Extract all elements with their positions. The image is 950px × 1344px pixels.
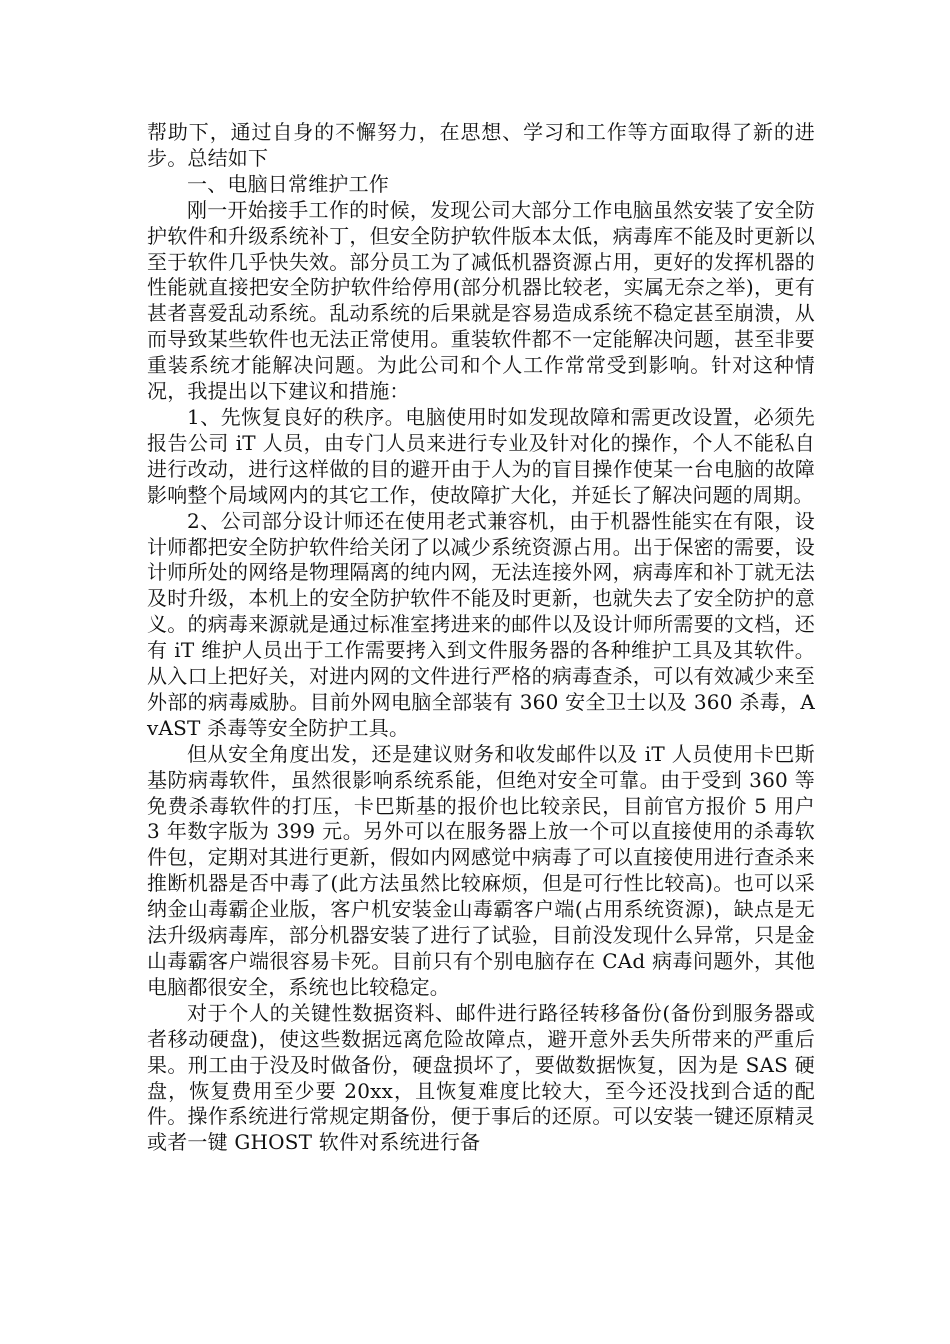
paragraph-measure-1-order: 1、先恢复良好的秩序。电脑使用时如发现故障和需更改设置，必须先报告公司 iT 人员，由专门人员来进行专业及针对化的操作，个人不能私自进行改动，进行这样做的目的避开由于人为的盲目操作使某一台电脑的故障影响整个局域网内的其它工作，使故障扩大化，并延长了解决问题的周期。	[147, 404, 815, 507]
paragraph-measure-2-designers: 2、公司部分设计师还在使用老式兼容机，由于机器性能实在有限，设计师都把安全防护软件给关闭了以减少系统资源占用。出于保密的需要，设计师所处的网络是物理隔离的纯内网，无法连接外网，病毒库和补丁就无法及时升级，本机上的安全防护软件不能及时更新，也就失去了安全防护的意义。的病毒来源就是通过标准室拷进来的邮件以及设计师所需要的文档，还有 iT 维护人员出于工作需要拷入到文件服务器的各种维护工具及其软件。从入口上把好关，对进内网的文件进行严格的病毒查杀，可以有效减少来至外部的病毒威胁。目前外网电脑全部装有 360 安全卫士以及 360 杀毒，AvAST 杀毒等安全防护工具。	[147, 508, 815, 740]
section-heading-computer-maintenance: 一、电脑日常维护工作	[187, 171, 389, 196]
paragraph-intro-continuation: 帮助下，通过自身的不懈努力，在思想、学习和工作等方面取得了新的进步。总结如下	[147, 120, 815, 170]
document-body	[147, 120, 815, 1156]
paragraph-data-backup: 对于个人的关键性数据资料、邮件进行路径转移备份(备份到服务器或者移动硬盘)，使这些数据远离危险故障点，避开意外丢失所带来的严重后果。刑工由于没及时做备份，硬盘损坏了，要做数据恢复，因为是 SAS 硬盘，恢复费用至少要 20xx，且恢复难度比较大，至今还没找到合适的配件。操作系统进行常规定期备份，便于事后的还原。可以安装一键还原精灵或者一键 GHOST 软件对系统进行备	[147, 1000, 815, 1155]
paragraph-initial-situation: 刚一开始接手工作的时候，发现公司大部分工作电脑虽然安装了安全防护软件和升级系统补丁，但安全防护软件版本太低，病毒库不能及时更新以至于软件几乎快失效。部分员工为了减低机器资源占用，更好的发挥机器的性能就直接把安全防护软件给停用(部分机器比较老，实属无奈之举)，更有甚者喜爱乱动系统。乱动系统的后果就是容易造成系统不稳定甚至崩溃，从而导致某些软件也无法正常使用。重装软件都不一定能解决问题，甚至非要重装系统才能解决问题。为此公司和个人工作常常受到影响。针对这种情况，我提出以下建议和措施：	[147, 197, 815, 404]
paragraph-antivirus-recommendation: 但从安全角度出发，还是建议财务和收发邮件以及 iT 人员使用卡巴斯基防病毒软件，虽然很影响系统系能，但绝对安全可靠。由于受到 360 等免费杀毒软件的打压，卡巴斯基的报价也比较亲民，目前官方报价 5 用户 3 年数字版为 399 元。另外可以在服务器上放一个可以直接使用的杀毒软件包，定期对其进行更新，假如内网感觉中病毒了可以直接使用进行查杀来推断机器是否中毒了(此方法虽然比较麻烦，但是可行性比较高)。也可以采纳金山毒霸企业版，客户机安装金山毒霸客户端(占用系统资源)，缺点是无法升级病毒库，部分机器安装了进行了试验，目前没发现什么异常，只是金山毒霸客户端很容易卡死。目前只有个别电脑存在 CAd 病毒问题外，其他电脑都很安全，系统也比较稳定。	[147, 741, 815, 999]
